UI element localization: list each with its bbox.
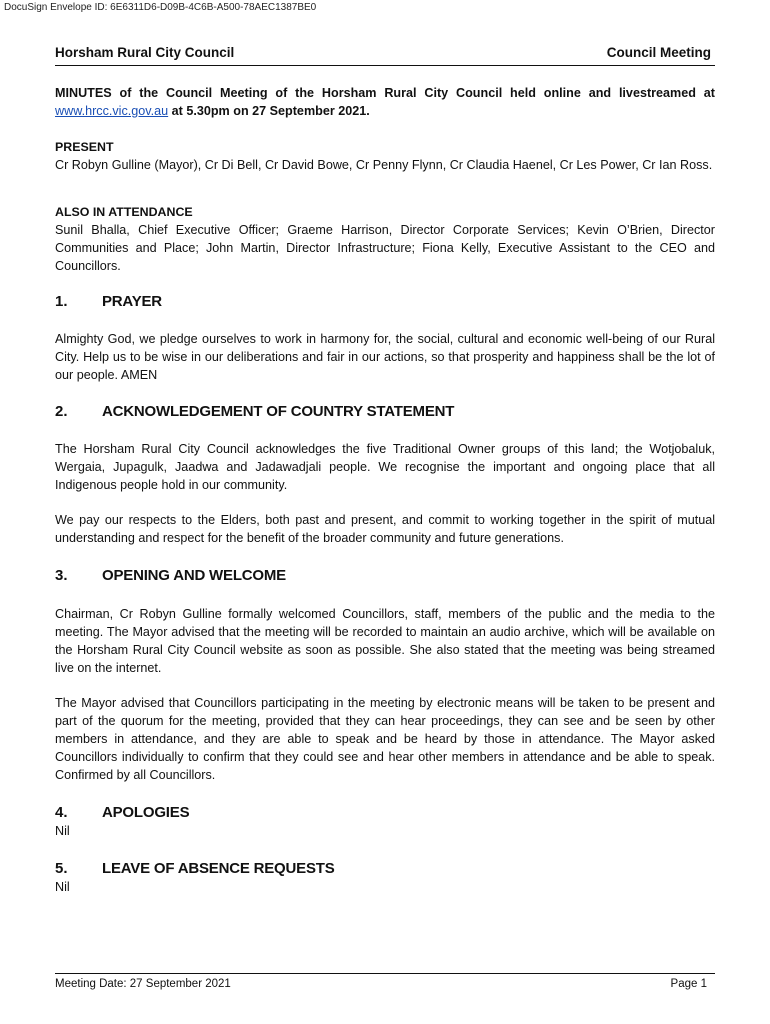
footer-page-number: Page 1 [670,978,707,990]
header-meeting-type: Council Meeting [606,45,711,60]
council-website-link[interactable]: www.hrcc.vic.gov.au [55,104,169,118]
apologies-text: Nil [55,824,70,838]
section-number: 3. [55,567,68,584]
prayer-paragraph: Almighty God, we pledge ourselves to work in harmony for, the social, cultural and economic well-being of our Rural City. Help us to be wise in our deliberations and fair in our actions, so that prosperity and happiness shall be the lot of our people. AMEN [55,332,715,382]
section-title: OPENING AND WELCOME [102,567,286,584]
intro-text-end: at 5.30pm on 27 September 2021. [168,104,370,118]
present-section [55,138,715,174]
minutes-intro [55,84,715,120]
section-title: LEAVE OF ABSENCE REQUESTS [102,860,335,877]
page-footer [55,973,715,990]
footer-meeting-date: Meeting Date: 27 September 2021 [55,978,231,990]
section-number: 1. [55,293,68,310]
leave-of-absence-text: Nil [55,880,70,894]
present-label: PRESENT [55,140,114,154]
opening-paragraph-1: Chairman, Cr Robyn Gulline formally welcomed Councillors, staff, members of the public and the media to the meeting. The Mayor advised that the meeting will be recorded to maintain an audio archive, which will be available on the Horsham Rural City Council website as soon as possible. She also stated that the meeting was being streamed live on the internet. [55,607,715,675]
section-title: ACKNOWLEDGEMENT OF COUNTRY STATEMENT [102,403,455,420]
section-number: 4. [55,804,68,821]
attendance-label: ALSO IN ATTENDANCE [55,205,193,219]
docusign-envelope-id: DocuSign Envelope ID: 6E6311D6-D09B-4C6B-A500-78AEC1387BE0 [4,2,317,13]
acknowledgement-paragraph-2: We pay our respects to the Elders, both past and present, and commit to working together in the spirit of mutual understanding and respect for the benefit of the broader community and future generations. [55,513,715,545]
attendance-text: Sunil Bhalla, Chief Executive Officer; Graeme Harrison, Director Corporate Services; Kevin O’Brien, Director Communities and Place; John Martin, Director Infrastructure; Fiona Kelly, Executive Assistant to the CEO and Councillors. [55,223,715,273]
section-number: 5. [55,860,68,877]
opening-paragraph-2: The Mayor advised that Councillors participating in the meeting by electronic means will be taken to be present and part of the quorum for the meeting, provided that they can hear proceedings, they can see and be seen by other members in attendance, and they are able to speak and be heard by those in attendance. The Mayor asked Councillors individually to confirm that they could see and hear other members in attendance and be able to speak. Confirmed by all Councillors. [55,696,715,782]
present-text: Cr Robyn Gulline (Mayor), Cr Di Bell, Cr David Bowe, Cr Penny Flynn, Cr Claudia Haenel, Cr Les Power, Cr Ian Ross. [55,158,713,172]
section-title: APOLOGIES [102,804,190,821]
acknowledgement-paragraph-1: The Horsham Rural City Council acknowledges the five Traditional Owner groups of this land; the Wotjobaluk, Wergaia, Jupagulk, Jaadwa and Jadawadjali people. We recognise the important and ongoing place that all Indigenous people hold in our community. [55,442,715,492]
header-council-name: Horsham Rural City Council [55,45,235,60]
section-title: PRAYER [102,293,162,310]
attendance-section [55,203,715,275]
page-header [55,45,715,66]
section-number: 2. [55,403,68,420]
intro-text-start: MINUTES of the Council Meeting of the Horsham Rural City Council held online and livestreamed at [55,86,715,100]
